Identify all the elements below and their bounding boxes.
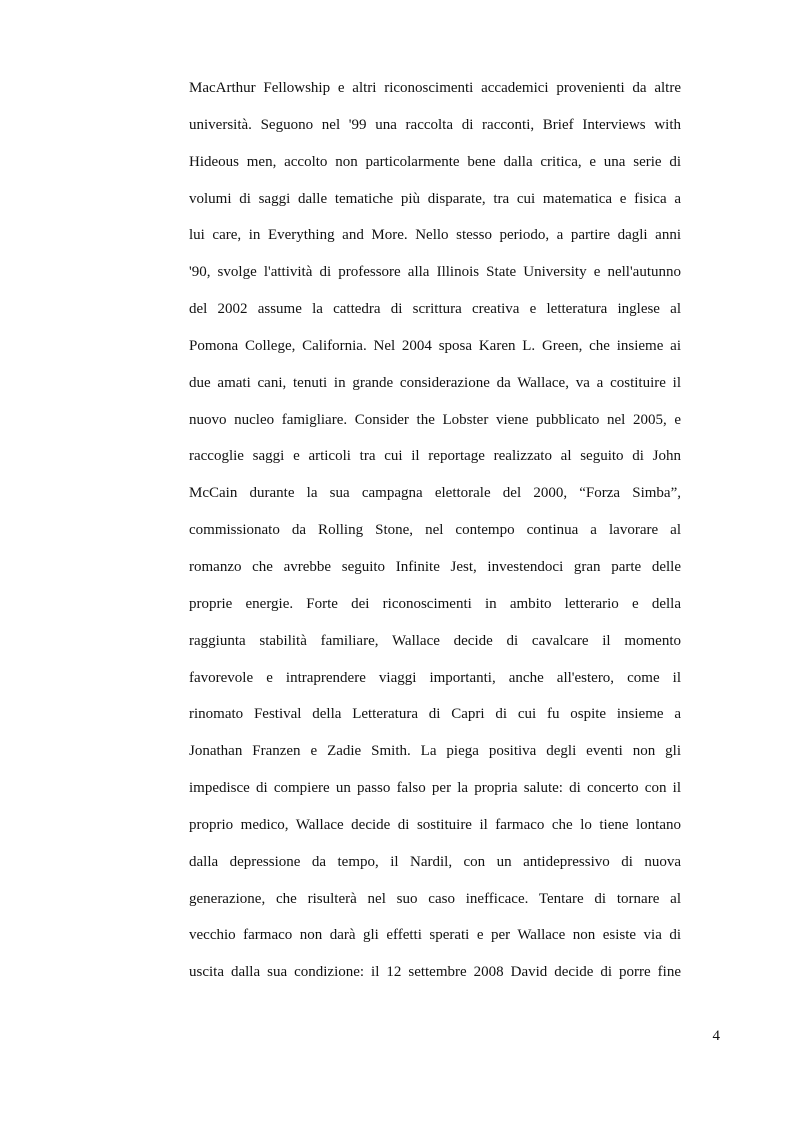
text-line: due amati cani, tenuti in grande considerazione da Wallace, va a costituire il xyxy=(189,374,681,391)
text-line: vecchio farmaco non darà gli effetti sperati e per Wallace non esiste via di xyxy=(189,927,681,944)
text-line: commissionato da Rolling Stone, nel contempo continua a lavorare al xyxy=(189,522,681,539)
text-line: università. Seguono nel '99 una raccolta di racconti, Brief Interviews with xyxy=(189,116,681,133)
text-line: favorevole e intraprendere viaggi importanti, anche all'estero, come il xyxy=(189,669,681,686)
text-line: MacArthur Fellowship e altri riconoscimenti accademici provenienti da altre xyxy=(189,80,681,96)
text-line: '90, svolge l'attività di professore alla Illinois State University e nell'autunno xyxy=(189,264,681,281)
text-line: Hideous men, accolto non particolarmente bene dalla critica, e una serie di xyxy=(189,153,681,170)
text-line: generazione, che risulterà nel suo caso inefficace. Tentare di tornare al xyxy=(189,890,681,907)
text-line: romanzo che avrebbe seguito Infinite Jest, investendoci gran parte delle xyxy=(189,558,681,575)
text-line: raccoglie saggi e articoli tra cui il reportage realizzato al seguito di John xyxy=(189,448,681,465)
text-line: uscita dalla sua condizione: il 12 settembre 2008 David decide di porre fine xyxy=(189,964,681,981)
body-text xyxy=(189,70,681,991)
text-line: raggiunta stabilità familiare, Wallace decide di cavalcare il momento xyxy=(189,632,681,649)
text-line: volumi di saggi dalle tematiche più disparate, tra cui matematica e fisica a xyxy=(189,190,681,207)
text-line: impedisce di compiere un passo falso per la propria salute: di concerto con il xyxy=(189,780,681,797)
text-line: proprie energie. Forte dei riconoscimenti in ambito letterario e della xyxy=(189,595,681,612)
text-line: Pomona College, California. Nel 2004 sposa Karen L. Green, che insieme ai xyxy=(189,337,681,354)
text-line: Jonathan Franzen e Zadie Smith. La piega positiva degli eventi non gli xyxy=(189,743,681,760)
text-line: nuovo nucleo famigliare. Consider the Lobster viene pubblicato nel 2005, e xyxy=(189,411,681,428)
text-line: McCain durante la sua campagna elettorale del 2000, “Forza Simba”, xyxy=(189,485,681,502)
page-number: 4 xyxy=(712,1028,720,1044)
text-line: del 2002 assume la cattedra di scrittura creativa e letteratura inglese al xyxy=(189,301,681,318)
text-line: rinomato Festival della Letteratura di Capri di cui fu ospite insieme a xyxy=(189,706,681,723)
text-line: lui care, in Everything and More. Nello stesso periodo, a partire dagli anni xyxy=(189,227,681,244)
text-line: proprio medico, Wallace decide di sostituire il farmaco che lo tiene lontano xyxy=(189,816,681,833)
text-line: dalla depressione da tempo, il Nardil, con un antidepressivo di nuova xyxy=(189,853,681,870)
